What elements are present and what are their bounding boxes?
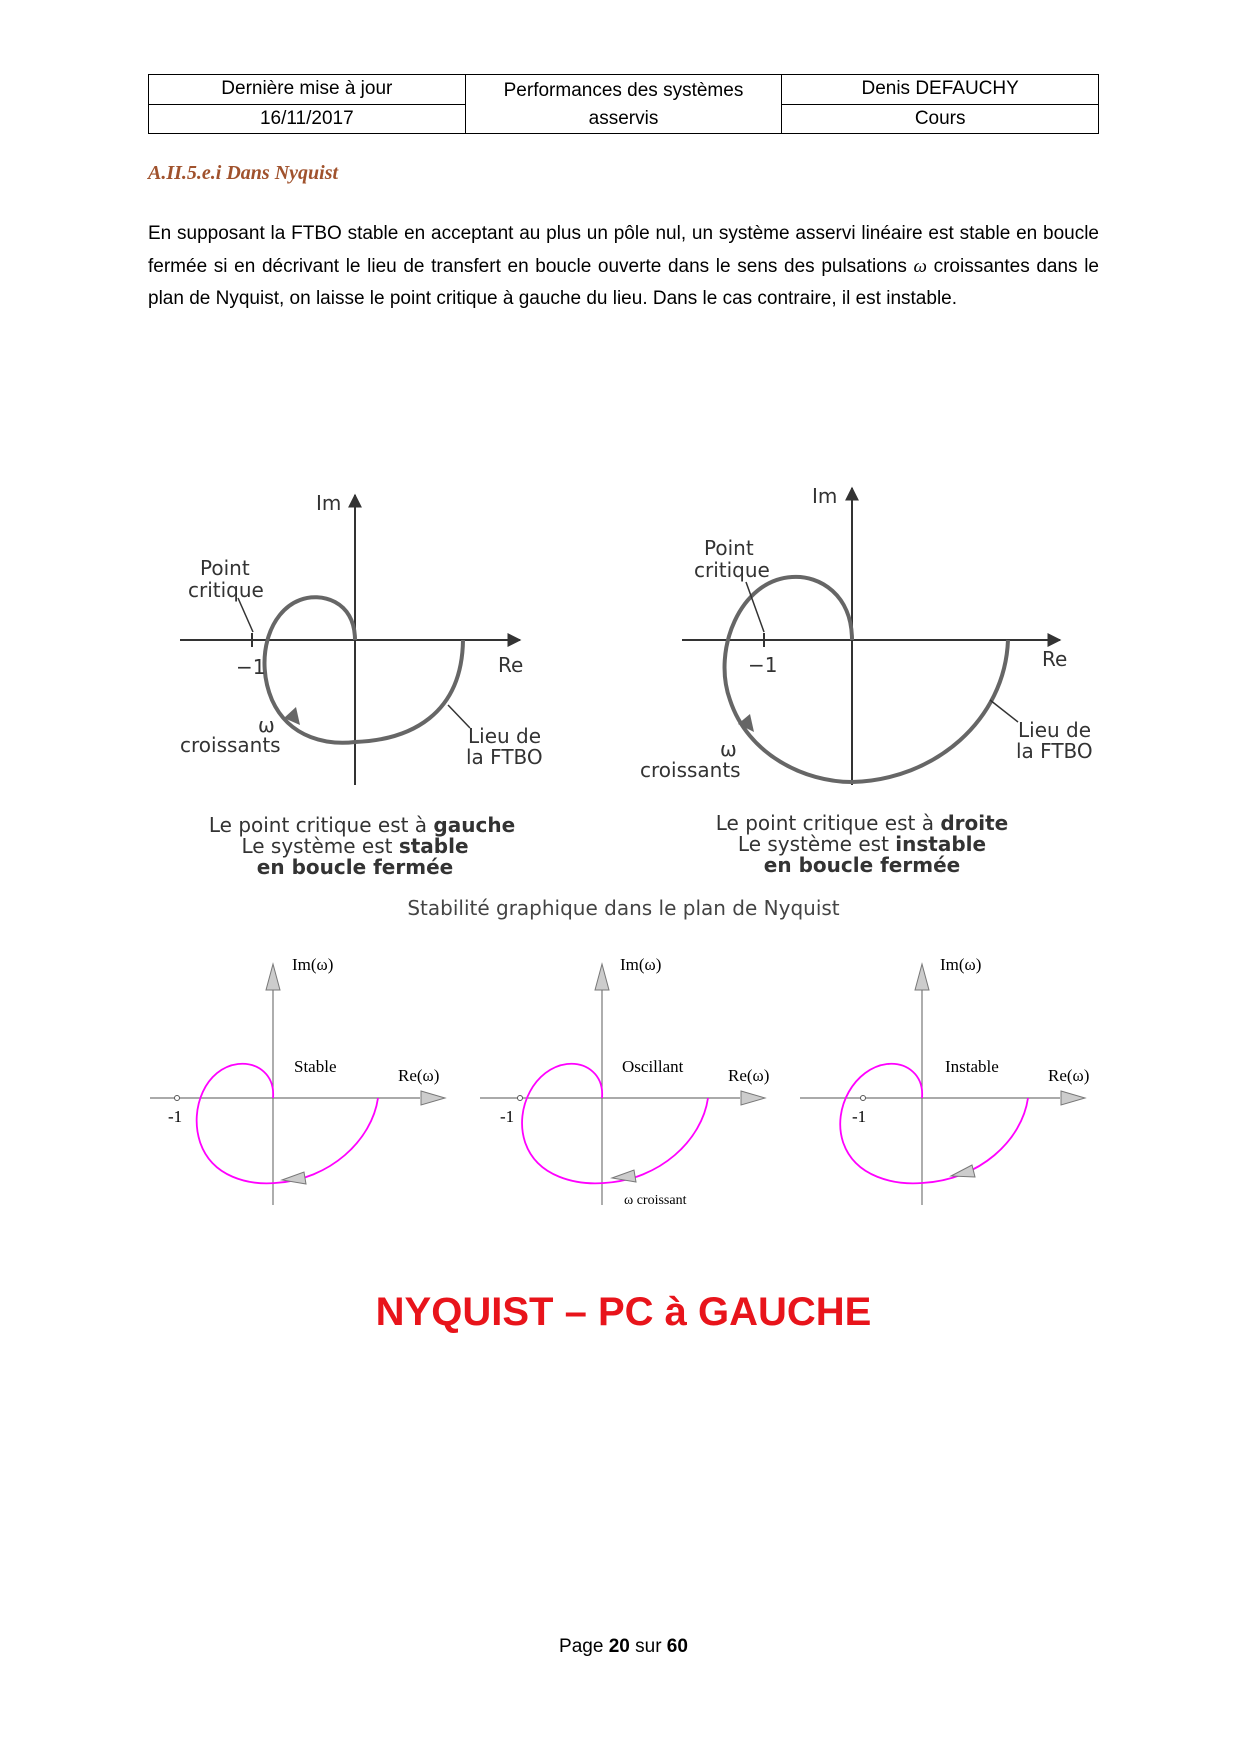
title-line-1: Performances des systèmes	[503, 80, 744, 101]
page-total: 60	[666, 1636, 688, 1657]
minus-one-label: -1	[168, 1107, 183, 1126]
re-label: Re(ω)	[398, 1066, 440, 1085]
critical-point	[861, 1096, 866, 1101]
author: Denis DEFAUCHY	[782, 75, 1099, 105]
lieu-label-2: la FTBO	[466, 745, 543, 769]
minus-one-label: −1	[236, 655, 266, 679]
im-label: Im(ω)	[940, 955, 982, 974]
figure-caption: Stabilité graphique dans le plan de Nyquist	[407, 896, 840, 920]
page-number: 20	[608, 1636, 630, 1657]
title-line-2: asservis	[588, 108, 659, 129]
re-label: Re	[498, 653, 524, 677]
croissants-label: croissants	[180, 733, 281, 757]
re-arrow	[1061, 1091, 1085, 1105]
footer-middle: sur	[629, 1636, 667, 1657]
minus-one-label: −1	[748, 653, 778, 677]
im-label: Im	[812, 484, 838, 508]
stable-caption-2: Le système est stable	[241, 834, 469, 858]
last-update-label: Dernière mise à jour	[149, 75, 466, 105]
point-critique-2: critique	[694, 558, 770, 582]
point-critique-1: Point	[704, 536, 754, 560]
im-arrow	[595, 964, 609, 990]
state-label: Instable	[945, 1057, 999, 1076]
unstable-caption-3: en boucle fermée	[763, 853, 961, 877]
paragraph-text-1: En supposant la FTBO stable en acceptant au plus un pôle nul, un système asservi linéaire est stable en boucle fermée si en décrivant le lieu de transfert en boucle ouverte dans le sens des pulsations	[148, 223, 1099, 277]
magenta-locus	[840, 1064, 1028, 1184]
stable-caption-3: en boucle fermée	[256, 855, 454, 879]
im-label: Im(ω)	[292, 955, 334, 974]
lieu-label-1: Lieu de	[1018, 718, 1092, 742]
re-arrow	[741, 1091, 765, 1105]
plot-stable	[150, 955, 445, 1205]
update-date: 16/11/2017	[149, 104, 466, 134]
critical-point	[175, 1096, 180, 1101]
point-critique-2: critique	[188, 578, 264, 602]
omega-arrow	[612, 1170, 636, 1182]
minus-one-label: -1	[500, 1107, 515, 1126]
im-label: Im	[316, 491, 342, 515]
big-title: NYQUIST – PC à GAUCHE	[375, 1290, 872, 1334]
re-arrow	[421, 1091, 445, 1105]
omega-label: ω	[258, 713, 275, 737]
plot-instable	[800, 955, 1089, 1205]
re-label: Re(ω)	[728, 1066, 770, 1085]
lieu-label-1: Lieu de	[468, 724, 542, 748]
im-arrow	[266, 964, 280, 990]
point-critique-1: Point	[200, 556, 250, 580]
im-label: Im(ω)	[620, 955, 662, 974]
minus-one-label: -1	[852, 1107, 867, 1126]
paragraph-text-2: croissantes dans le plan de Nyquist, on laisse le point critique à gauche du lieu. Dans le cas contraire, il est instable.	[148, 255, 1099, 309]
footer-prefix: Page	[559, 1636, 609, 1657]
im-arrow	[915, 964, 929, 990]
unstable-caption-1: Le point critique est à droite	[715, 811, 1009, 835]
unstable-caption-2: Le système est instable	[737, 832, 987, 856]
magenta-locus	[197, 1064, 378, 1184]
omega-croissant-label: ω croissant	[624, 1193, 687, 1208]
doc-type: Cours	[782, 104, 1099, 134]
re-label: Re	[1042, 647, 1068, 671]
page-footer	[148, 1636, 1099, 1658]
section-title: A.II.5.e.i Dans Nyquist	[148, 162, 339, 184]
state-label: Oscillant	[622, 1057, 684, 1076]
state-label: Stable	[294, 1057, 337, 1076]
stable-caption-1: Le point critique est à gauche	[208, 813, 516, 837]
re-label: Re(ω)	[1048, 1066, 1090, 1085]
lieu-label-2: la FTBO	[1016, 739, 1093, 763]
croissants-label: croissants	[640, 758, 741, 782]
critical-point	[518, 1096, 523, 1101]
omega-arrow	[951, 1165, 975, 1177]
plot-oscillant	[480, 955, 769, 1208]
omega-label: ω	[720, 737, 737, 761]
magenta-locus	[522, 1064, 708, 1184]
omega-symbol: ω	[913, 255, 927, 277]
